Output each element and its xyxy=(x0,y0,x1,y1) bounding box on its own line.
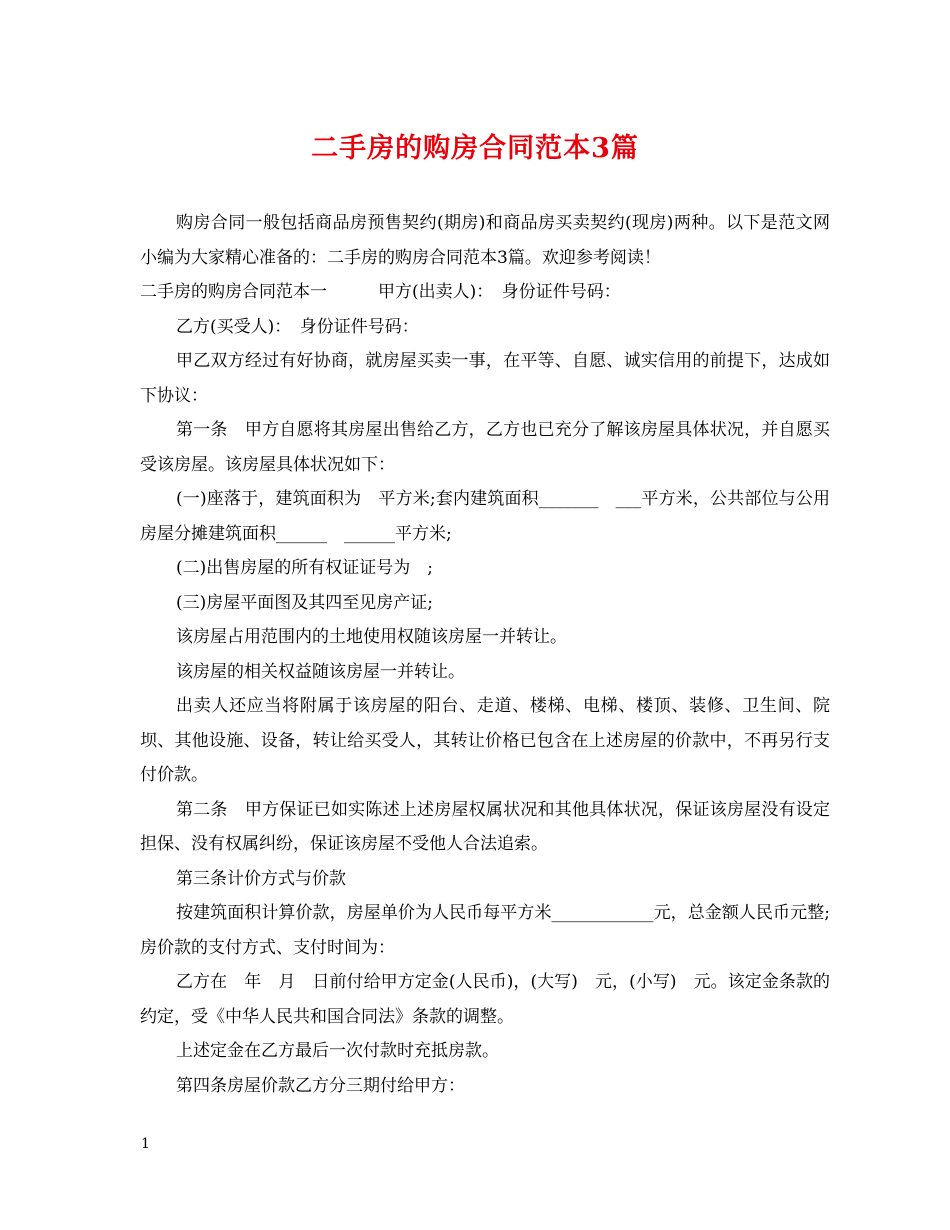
paragraph: (二)出售房屋的所有权证证号为 ; xyxy=(176,558,433,578)
paragraph: 甲乙双方经过有好协商，就房屋买卖一事，在平等、自愿、诚实信用的前提下，达成如下协议： xyxy=(140,351,830,406)
paragraph: 二手房的购房合同范本一 甲方(出卖人)： 身份证件号码： xyxy=(140,282,621,302)
paragraph: 购房合同一般包括商品房预售契约(期房)和商品房买卖契约(现房)两种。以下是范文网小编为大家精心准备的：二手房的购房合同范本3篇。欢迎参考阅读！ xyxy=(140,213,830,268)
document-title: 二手房的购房合同范本3篇 xyxy=(311,133,639,164)
paragraph: 第四条房屋价款乙方分三期付给甲方： xyxy=(176,1075,465,1096)
page-number: 1 xyxy=(141,1136,150,1152)
paragraph: 乙方(买受人)： 身份证件号码： xyxy=(176,316,419,337)
document-body xyxy=(140,206,830,1103)
paragraph: 第二条 甲方保证已如实陈述上述房屋权属状况和其他具体状况，保证该房屋没有设定担保、没有权属纠纷，保证该房屋不受他人合法追索。 xyxy=(140,799,830,854)
paragraph: 出卖人还应当将附属于该房屋的阳台、走道、楼梯、电梯、楼顶、装修、卫生间、院坝、其他设施、设备，转让给买受人，其转让价格已包含在上述房屋的价款中，不再另行支付价款。 xyxy=(140,696,830,785)
paragraph: 该房屋占用范围内的土地使用权随该房屋一并转让。 xyxy=(176,627,567,647)
paragraph: 上述定金在乙方最后一次付款时充抵房款。 xyxy=(176,1041,499,1061)
paragraph: (一)座落于，建筑面积为 平方米;套内建筑面积_______ ___平方米，公共部位与公用房屋分摊建筑面积______ ______平方米; xyxy=(140,489,830,544)
paragraph: 第三条计价方式与价款 xyxy=(176,868,346,889)
paragraph: 第一条 甲方自愿将其房屋出售给乙方，乙方也已充分了解该房屋具体状况，并自愿买受该房屋。该房屋具体状况如下： xyxy=(140,420,830,475)
paragraph: (三)房屋平面图及其四至见房产证; xyxy=(176,592,433,613)
paragraph: 乙方在 年 月 日前付给甲方定金(人民币)，(大写) 元，(小写) 元。该定金条款的约定，受《中华人民共和国合同法》条款的调整。 xyxy=(140,972,830,1027)
paragraph: 该房屋的相关权益随该房屋一并转让。 xyxy=(176,661,465,682)
paragraph: 按建筑面积计算价款，房屋单价为人民币每平方米____________元，总金额人民币元整;房价款的支付方式、支付时间为： xyxy=(140,903,830,958)
